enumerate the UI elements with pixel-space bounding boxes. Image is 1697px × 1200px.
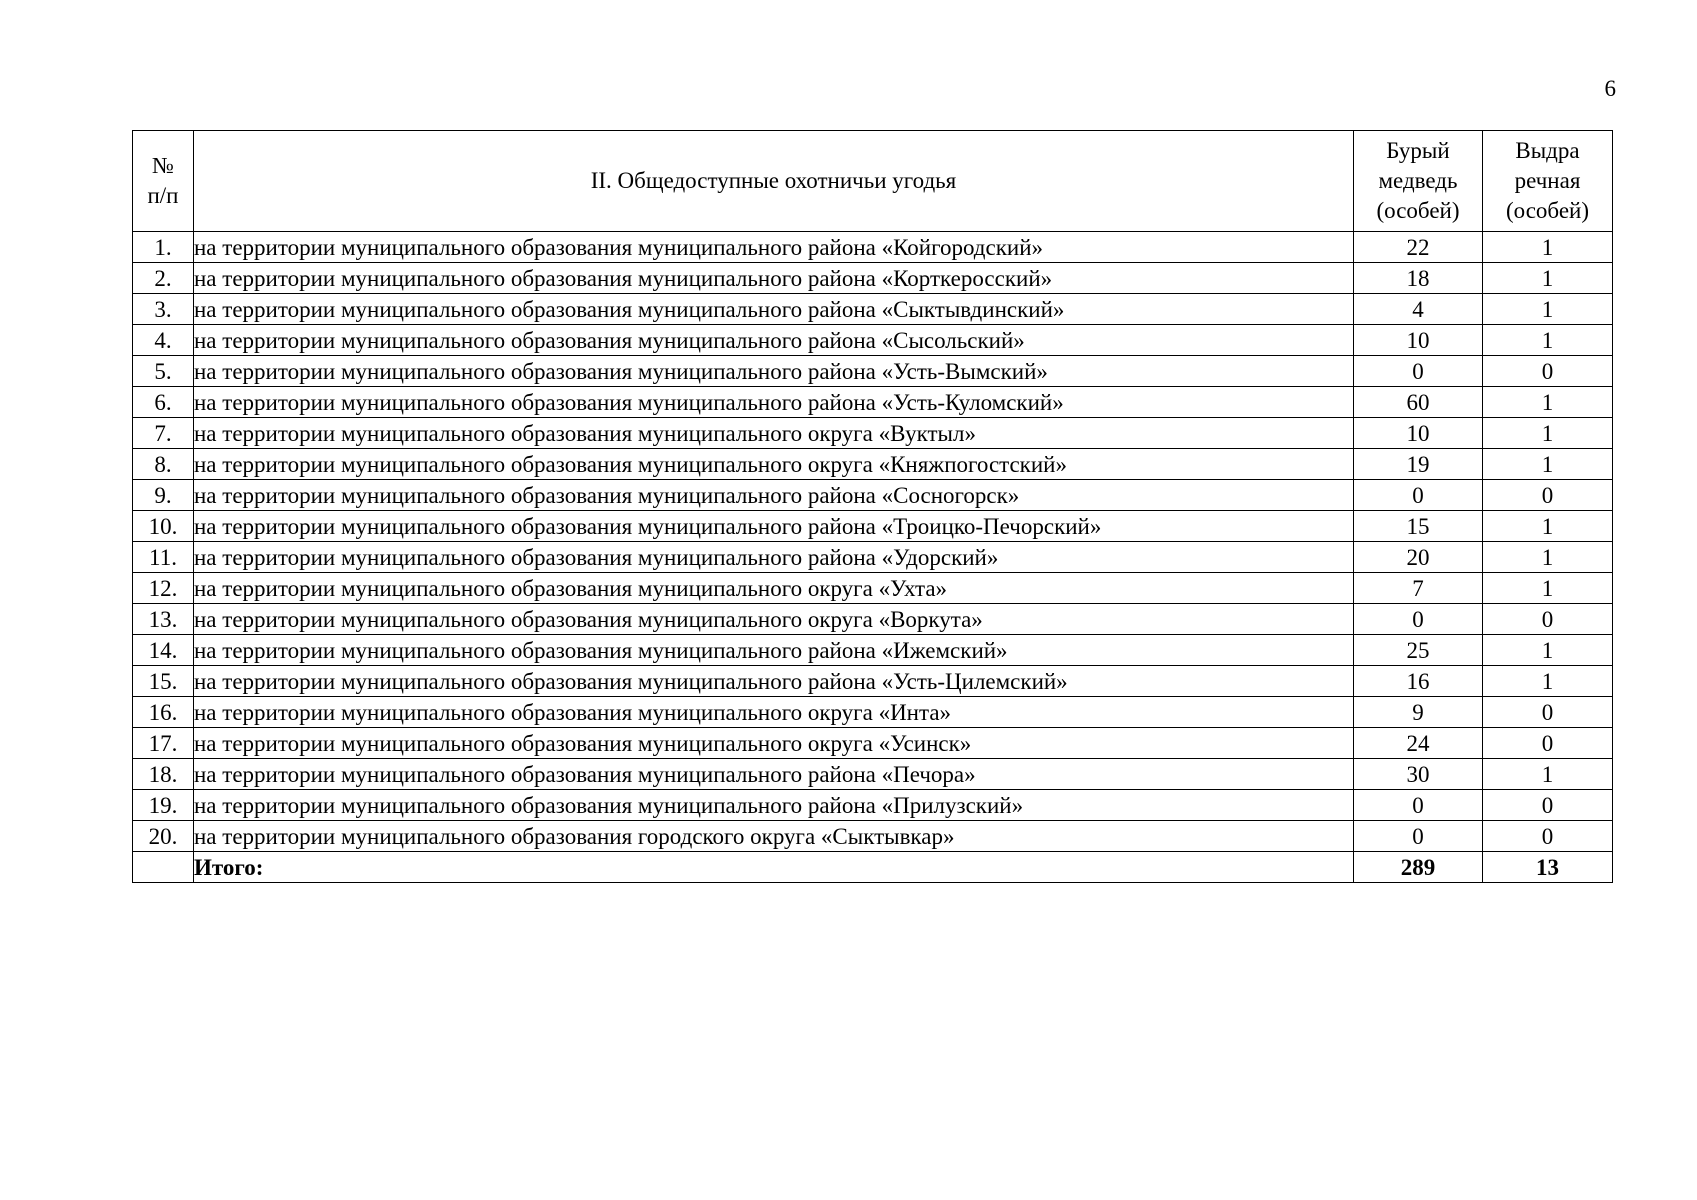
header-brown-bear-column: [1354, 131, 1483, 232]
row-territory: на территории муниципального образования муниципального района «Ижемский»: [194, 635, 1354, 666]
table-row: [133, 728, 1613, 759]
row-territory: на территории муниципального образования муниципального округа «Княжпогостский»: [194, 449, 1354, 480]
row-bear-count: 24: [1354, 728, 1483, 759]
table-row: [133, 294, 1613, 325]
table-row: [133, 759, 1613, 790]
row-territory: на территории муниципального образования муниципального округа «Инта»: [194, 697, 1354, 728]
header-otter-line3: (особей): [1505, 198, 1589, 223]
header-bear-line2: медведь: [1378, 168, 1458, 193]
row-territory: на территории муниципального образования муниципального района «Троицко-Печорский»: [194, 511, 1354, 542]
row-bear-count: 7: [1354, 573, 1483, 604]
header-title: [194, 131, 1354, 232]
row-number: 4.: [133, 325, 194, 356]
row-number: 19.: [133, 790, 194, 821]
row-territory: на территории муниципального образования муниципального района «Усть-Цилемский»: [194, 666, 1354, 697]
row-number: 9.: [133, 480, 194, 511]
row-number: 14.: [133, 635, 194, 666]
header-otter-line2: речная: [1514, 168, 1581, 193]
row-territory: на территории муниципального образования городского округа «Сыктывкар»: [194, 821, 1354, 852]
header-row: [133, 131, 1613, 232]
row-territory: на территории муниципального образования муниципального района «Усть-Вымский»: [194, 356, 1354, 387]
row-territory: на территории муниципального образования муниципального района «Прилузский»: [194, 790, 1354, 821]
row-bear-count: 0: [1354, 821, 1483, 852]
row-bear-count: 4: [1354, 294, 1483, 325]
row-number: 5.: [133, 356, 194, 387]
header-river-otter-column: [1483, 131, 1613, 232]
row-number: 7.: [133, 418, 194, 449]
header-bear-line3: (особей): [1376, 198, 1460, 223]
row-bear-count: 0: [1354, 356, 1483, 387]
row-territory: на территории муниципального образования муниципального района «Усть-Куломский»: [194, 387, 1354, 418]
row-territory: на территории муниципального образования муниципального округа «Ухта»: [194, 573, 1354, 604]
row-otter-count: 1: [1483, 511, 1613, 542]
row-number: 16.: [133, 697, 194, 728]
row-otter-count: 1: [1483, 263, 1613, 294]
row-territory: на территории муниципального образования муниципального района «Койгородский»: [194, 232, 1354, 263]
row-number: 1.: [133, 232, 194, 263]
row-bear-count: 10: [1354, 325, 1483, 356]
table-row: [133, 821, 1613, 852]
row-otter-count: 1: [1483, 759, 1613, 790]
row-otter-count: 1: [1483, 449, 1613, 480]
row-number: 12.: [133, 573, 194, 604]
row-otter-count: 0: [1483, 728, 1613, 759]
row-number: 18.: [133, 759, 194, 790]
table-row: [133, 666, 1613, 697]
table-row: [133, 449, 1613, 480]
row-number: 10.: [133, 511, 194, 542]
row-territory: на территории муниципального образования муниципального района «Сосногорск»: [194, 480, 1354, 511]
row-bear-count: 19: [1354, 449, 1483, 480]
row-otter-count: 1: [1483, 232, 1613, 263]
total-number: [133, 852, 194, 883]
table-body: [133, 232, 1613, 883]
row-number: 2.: [133, 263, 194, 294]
row-bear-count: 22: [1354, 232, 1483, 263]
total-label: Итого:: [194, 852, 1354, 883]
row-number: 11.: [133, 542, 194, 573]
row-otter-count: 0: [1483, 356, 1613, 387]
row-otter-count: 1: [1483, 635, 1613, 666]
row-otter-count: 1: [1483, 294, 1613, 325]
table-header: [133, 131, 1613, 232]
total-otter-count: 13: [1483, 852, 1613, 883]
row-otter-count: 1: [1483, 325, 1613, 356]
total-row: [133, 852, 1613, 883]
row-territory: на территории муниципального образования муниципального округа «Воркута»: [194, 604, 1354, 635]
header-number-abbrev: п/п: [147, 183, 179, 208]
table-row: [133, 604, 1613, 635]
row-territory: на территории муниципального образования муниципального округа «Вуктыл»: [194, 418, 1354, 449]
table-row: [133, 697, 1613, 728]
header-number-symbol: №: [152, 153, 174, 178]
row-bear-count: 16: [1354, 666, 1483, 697]
page-number: 6: [1604, 76, 1616, 101]
header-otter-line1: Выдра: [1515, 138, 1580, 163]
table-row: [133, 356, 1613, 387]
row-otter-count: 1: [1483, 666, 1613, 697]
row-bear-count: 10: [1354, 418, 1483, 449]
row-bear-count: 25: [1354, 635, 1483, 666]
row-number: 6.: [133, 387, 194, 418]
row-territory: на территории муниципального образования муниципального округа «Усинск»: [194, 728, 1354, 759]
quota-table: [132, 130, 1613, 883]
table-row: [133, 511, 1613, 542]
table-row: [133, 790, 1613, 821]
row-otter-count: 1: [1483, 573, 1613, 604]
row-otter-count: 0: [1483, 480, 1613, 511]
row-otter-count: 1: [1483, 418, 1613, 449]
row-territory: на территории муниципального образования муниципального района «Печора»: [194, 759, 1354, 790]
row-otter-count: 0: [1483, 604, 1613, 635]
row-otter-count: 0: [1483, 697, 1613, 728]
row-territory: на территории муниципального образования муниципального района «Корткеросский»: [194, 263, 1354, 294]
row-territory: на территории муниципального образования муниципального района «Удорский»: [194, 542, 1354, 573]
row-number: 13.: [133, 604, 194, 635]
row-number: 3.: [133, 294, 194, 325]
row-number: 20.: [133, 821, 194, 852]
row-bear-count: 20: [1354, 542, 1483, 573]
header-number-column: [133, 131, 194, 232]
row-bear-count: 0: [1354, 790, 1483, 821]
row-bear-count: 9: [1354, 697, 1483, 728]
row-bear-count: 0: [1354, 480, 1483, 511]
row-otter-count: 1: [1483, 542, 1613, 573]
table-row: [133, 325, 1613, 356]
row-number: 17.: [133, 728, 194, 759]
row-territory: на территории муниципального образования муниципального района «Сысольский»: [194, 325, 1354, 356]
row-territory: на территории муниципального образования муниципального района «Сыктывдинский»: [194, 294, 1354, 325]
row-otter-count: 1: [1483, 387, 1613, 418]
total-bear-count: 289: [1354, 852, 1483, 883]
row-number: 15.: [133, 666, 194, 697]
row-bear-count: 60: [1354, 387, 1483, 418]
header-title-text: II. Общедоступные охотничьи угодья: [590, 168, 957, 193]
table-row: [133, 263, 1613, 294]
table-row: [133, 418, 1613, 449]
table-row: [133, 635, 1613, 666]
row-bear-count: 0: [1354, 604, 1483, 635]
row-otter-count: 0: [1483, 821, 1613, 852]
row-otter-count: 0: [1483, 790, 1613, 821]
row-bear-count: 15: [1354, 511, 1483, 542]
row-bear-count: 30: [1354, 759, 1483, 790]
row-bear-count: 18: [1354, 263, 1483, 294]
table-row: [133, 387, 1613, 418]
row-number: 8.: [133, 449, 194, 480]
table-row: [133, 232, 1613, 263]
table-row: [133, 542, 1613, 573]
header-bear-line1: Бурый: [1386, 138, 1450, 163]
table-row: [133, 480, 1613, 511]
table-row: [133, 573, 1613, 604]
